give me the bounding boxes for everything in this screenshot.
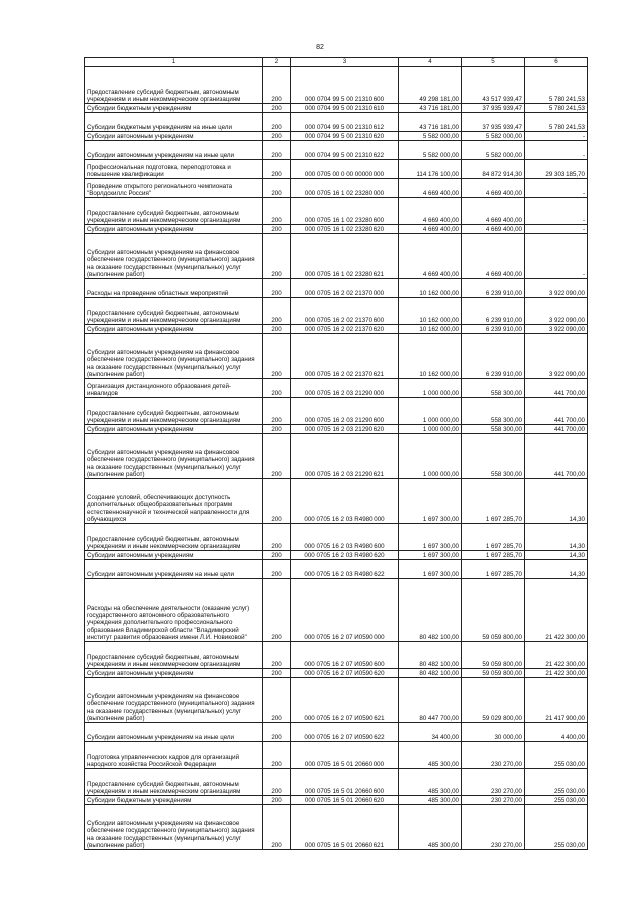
row-executed-amount: 4 669 400,00 bbox=[462, 198, 525, 225]
row-code: 200 bbox=[263, 160, 291, 179]
row-unexecuted-amount: 255 030,00 bbox=[525, 796, 588, 805]
row-unexecuted-amount: 441 700,00 bbox=[525, 425, 588, 434]
column-number-5: 5 bbox=[462, 58, 525, 67]
row-code: 200 bbox=[263, 379, 291, 398]
row-executed-amount: 230 270,00 bbox=[462, 805, 525, 850]
row-code: 200 bbox=[263, 769, 291, 796]
row-approved-amount: 1 000 000,00 bbox=[399, 425, 462, 434]
row-budget-classification: 000 0705 16 2 07 И0590 622 bbox=[291, 723, 399, 742]
row-code: 200 bbox=[263, 234, 291, 279]
column-number-row bbox=[85, 58, 588, 67]
row-approved-amount: 485 300,00 bbox=[399, 805, 462, 850]
table-row bbox=[85, 104, 588, 113]
row-executed-amount: 1 697 285,70 bbox=[462, 560, 525, 579]
row-executed-amount: 230 270,00 bbox=[462, 742, 525, 769]
row-code: 200 bbox=[263, 678, 291, 723]
row-description: Расходы на обеспечение деятельности (оказание услуг) государственного автономного образовательного учреждения дополнительного профессионального образования Владимирской области "Владимирский институт развития образования имени Л.И. Новиковой" bbox=[85, 579, 263, 642]
row-code: 200 bbox=[263, 669, 291, 678]
row-description: Предоставление субсидий бюджетным, автономным учреждениям и иным некоммерческим организациям bbox=[85, 398, 263, 425]
row-approved-amount: 1 697 300,00 bbox=[399, 524, 462, 551]
row-code: 200 bbox=[263, 796, 291, 805]
row-budget-classification: 000 0705 16 2 03 R4980 600 bbox=[291, 524, 399, 551]
row-code: 200 bbox=[263, 113, 291, 132]
row-description: Расходы на проведение областных мероприятий bbox=[85, 279, 263, 298]
row-unexecuted-amount: 21 422 300,00 bbox=[525, 579, 588, 642]
row-approved-amount: 4 669 400,00 bbox=[399, 198, 462, 225]
row-executed-amount: 30 000,00 bbox=[462, 723, 525, 742]
row-approved-amount: 485 300,00 bbox=[399, 769, 462, 796]
row-code: 200 bbox=[263, 67, 291, 104]
row-budget-classification: 000 0705 16 2 02 21370 621 bbox=[291, 334, 399, 379]
row-unexecuted-amount: 3 922 090,00 bbox=[525, 325, 588, 334]
row-code: 200 bbox=[263, 334, 291, 379]
row-approved-amount: 80 482 100,00 bbox=[399, 579, 462, 642]
row-executed-amount: 6 239 910,00 bbox=[462, 325, 525, 334]
row-executed-amount: 230 270,00 bbox=[462, 796, 525, 805]
row-budget-classification: 000 0705 16 1 02 23280 600 bbox=[291, 198, 399, 225]
row-executed-amount: 84 872 914,30 bbox=[462, 160, 525, 179]
row-approved-amount: 43 716 181,00 bbox=[399, 104, 462, 113]
row-description: Организация дистанционного образования детей-инвалидов bbox=[85, 379, 263, 398]
row-approved-amount: 1 697 300,00 bbox=[399, 560, 462, 579]
row-description: Предоставление субсидий бюджетным, автономным учреждениям и иным некоммерческим организациям bbox=[85, 298, 263, 325]
table-row bbox=[85, 425, 588, 434]
row-code: 200 bbox=[263, 225, 291, 234]
row-description: Субсидии автономным учреждениям на иные цели bbox=[85, 560, 263, 579]
table-row bbox=[85, 805, 588, 850]
table-row bbox=[85, 678, 588, 723]
row-unexecuted-amount: 14,30 bbox=[525, 479, 588, 524]
table-row bbox=[85, 325, 588, 334]
row-budget-classification: 000 0705 16 2 03 R4980 000 bbox=[291, 479, 399, 524]
row-executed-amount: 558 300,00 bbox=[462, 425, 525, 434]
row-budget-classification: 000 0705 16 1 02 23280 620 bbox=[291, 225, 399, 234]
row-executed-amount: 59 059 800,00 bbox=[462, 579, 525, 642]
row-description: Субсидии автономным учреждениям на финансовое обеспечение государственного (муниципального) задания на оказание государственных (муниципальных) услуг (выполнение работ) bbox=[85, 434, 263, 479]
row-approved-amount: 114 176 100,00 bbox=[399, 160, 462, 179]
table-row bbox=[85, 434, 588, 479]
row-unexecuted-amount: - bbox=[525, 234, 588, 279]
row-code: 200 bbox=[263, 132, 291, 141]
column-number-6: 6 bbox=[525, 58, 588, 67]
row-executed-amount: 1 697 285,70 bbox=[462, 524, 525, 551]
row-unexecuted-amount: 21 422 300,00 bbox=[525, 642, 588, 669]
row-description: Субсидии бюджетным учреждениям на иные цели bbox=[85, 113, 263, 132]
row-unexecuted-amount: 3 922 090,00 bbox=[525, 279, 588, 298]
row-executed-amount: 59 029 800,00 bbox=[462, 678, 525, 723]
row-budget-classification: 000 0705 16 2 02 21370 000 bbox=[291, 279, 399, 298]
row-executed-amount: 558 300,00 bbox=[462, 398, 525, 425]
row-code: 200 bbox=[263, 479, 291, 524]
table-row bbox=[85, 198, 588, 225]
row-approved-amount: 4 669 400,00 bbox=[399, 234, 462, 279]
row-code: 200 bbox=[263, 560, 291, 579]
row-code: 200 bbox=[263, 524, 291, 551]
row-approved-amount: 4 669 400,00 bbox=[399, 179, 462, 198]
row-code: 200 bbox=[263, 325, 291, 334]
row-budget-classification: 000 0704 99 5 00 21310 622 bbox=[291, 141, 399, 160]
row-approved-amount: 5 582 000,00 bbox=[399, 132, 462, 141]
row-code: 200 bbox=[263, 298, 291, 325]
row-unexecuted-amount: 441 700,00 bbox=[525, 434, 588, 479]
row-approved-amount: 49 298 181,00 bbox=[399, 67, 462, 104]
row-executed-amount: 5 582 000,00 bbox=[462, 132, 525, 141]
row-unexecuted-amount: 5 780 241,53 bbox=[525, 67, 588, 104]
row-description: Подготовка управленческих кадров для организаций народного хозяйства Российской Федерации bbox=[85, 742, 263, 769]
row-code: 200 bbox=[263, 434, 291, 479]
row-executed-amount: 37 935 939,47 bbox=[462, 104, 525, 113]
row-executed-amount: 4 669 400,00 bbox=[462, 225, 525, 234]
row-executed-amount: 230 270,00 bbox=[462, 769, 525, 796]
row-budget-classification: 000 0705 16 2 02 21370 620 bbox=[291, 325, 399, 334]
row-approved-amount: 10 162 000,00 bbox=[399, 334, 462, 379]
table-row bbox=[85, 179, 588, 198]
row-unexecuted-amount: 3 922 090,00 bbox=[525, 298, 588, 325]
table-row bbox=[85, 67, 588, 104]
row-budget-classification: 000 0705 16 5 01 20660 620 bbox=[291, 796, 399, 805]
row-unexecuted-amount: 21 417 900,00 bbox=[525, 678, 588, 723]
row-budget-classification: 000 0705 16 1 02 23280 000 bbox=[291, 179, 399, 198]
row-unexecuted-amount: 5 780 241,53 bbox=[525, 104, 588, 113]
column-number-1: 1 bbox=[85, 58, 263, 67]
row-description: Субсидии автономным учреждениям bbox=[85, 669, 263, 678]
table-row bbox=[85, 669, 588, 678]
row-approved-amount: 1 000 000,00 bbox=[399, 398, 462, 425]
row-code: 200 bbox=[263, 141, 291, 160]
row-unexecuted-amount: 5 780 241,53 bbox=[525, 113, 588, 132]
row-description: Предоставление субсидий бюджетным, автономным учреждениям и иным некоммерческим организациям bbox=[85, 67, 263, 104]
row-approved-amount: 80 482 100,00 bbox=[399, 642, 462, 669]
row-description: Субсидии бюджетным учреждениям bbox=[85, 104, 263, 113]
table-row bbox=[85, 551, 588, 560]
row-approved-amount: 4 669 400,00 bbox=[399, 225, 462, 234]
row-unexecuted-amount: 14,30 bbox=[525, 560, 588, 579]
row-description: Субсидии автономным учреждениям bbox=[85, 225, 263, 234]
row-code: 200 bbox=[263, 104, 291, 113]
row-code: 200 bbox=[263, 723, 291, 742]
row-executed-amount: 6 239 910,00 bbox=[462, 334, 525, 379]
table-row bbox=[85, 398, 588, 425]
row-approved-amount: 1 697 300,00 bbox=[399, 479, 462, 524]
row-approved-amount: 485 300,00 bbox=[399, 796, 462, 805]
row-budget-classification: 000 0705 16 5 01 20660 621 bbox=[291, 805, 399, 850]
row-budget-classification: 000 0705 16 2 03 21290 600 bbox=[291, 398, 399, 425]
row-unexecuted-amount: 3 922 090,00 bbox=[525, 334, 588, 379]
row-approved-amount: 43 716 181,00 bbox=[399, 113, 462, 132]
row-budget-classification: 000 0704 99 5 00 21310 620 bbox=[291, 132, 399, 141]
row-description: Проведение открытого регионального чемпионата "Ворлдскиллс Россия" bbox=[85, 179, 263, 198]
row-executed-amount: 1 697 285,70 bbox=[462, 551, 525, 560]
row-budget-classification: 000 0705 16 2 03 21290 000 bbox=[291, 379, 399, 398]
row-unexecuted-amount: - bbox=[525, 198, 588, 225]
row-approved-amount: 485 300,00 bbox=[399, 742, 462, 769]
row-approved-amount: 34 400,00 bbox=[399, 723, 462, 742]
row-executed-amount: 1 697 285,70 bbox=[462, 479, 525, 524]
row-approved-amount: 1 697 300,00 bbox=[399, 551, 462, 560]
row-code: 200 bbox=[263, 551, 291, 560]
row-approved-amount: 80 447 700,00 bbox=[399, 678, 462, 723]
row-code: 200 bbox=[263, 425, 291, 434]
row-budget-classification: 000 0704 99 5 00 21310 600 bbox=[291, 67, 399, 104]
row-budget-classification: 000 0704 99 5 00 21310 612 bbox=[291, 113, 399, 132]
table-row bbox=[85, 113, 588, 132]
row-code: 200 bbox=[263, 398, 291, 425]
row-approved-amount: 80 482 100,00 bbox=[399, 669, 462, 678]
row-budget-classification: 000 0705 00 0 00 00000 000 bbox=[291, 160, 399, 179]
row-unexecuted-amount: - bbox=[525, 132, 588, 141]
row-approved-amount: 10 162 000,00 bbox=[399, 298, 462, 325]
row-unexecuted-amount: 4 400,00 bbox=[525, 723, 588, 742]
row-code: 200 bbox=[263, 579, 291, 642]
table-row bbox=[85, 141, 588, 160]
row-executed-amount: 558 300,00 bbox=[462, 379, 525, 398]
row-description: Субсидии автономным учреждениям на финансовое обеспечение государственного (муниципального) задания на оказание государственных (муниципальных) услуг (выполнение работ) bbox=[85, 234, 263, 279]
row-unexecuted-amount: 21 422 300,00 bbox=[525, 669, 588, 678]
row-executed-amount: 59 059 800,00 bbox=[462, 669, 525, 678]
table-row bbox=[85, 524, 588, 551]
row-executed-amount: 43 517 939,47 bbox=[462, 67, 525, 104]
row-description: Субсидии автономным учреждениям на финансовое обеспечение государственного (муниципального) задания на оказание государственных (муниципальных) услуг (выполнение работ) bbox=[85, 805, 263, 850]
row-budget-classification: 000 0704 99 5 00 21310 610 bbox=[291, 104, 399, 113]
table-row bbox=[85, 723, 588, 742]
row-description: Субсидии автономным учреждениям на финансовое обеспечение государственного (муниципального) задания на оказание государственных (муниципальных) услуг (выполнение работ) bbox=[85, 678, 263, 723]
table-row bbox=[85, 796, 588, 805]
table-row bbox=[85, 379, 588, 398]
row-unexecuted-amount: 255 030,00 bbox=[525, 769, 588, 796]
row-budget-classification: 000 0705 16 1 02 23280 621 bbox=[291, 234, 399, 279]
row-code: 200 bbox=[263, 198, 291, 225]
row-description: Предоставление субсидий бюджетным, автономным учреждениям и иным некоммерческим организациям bbox=[85, 198, 263, 225]
row-code: 200 bbox=[263, 642, 291, 669]
row-approved-amount: 1 000 000,00 bbox=[399, 434, 462, 479]
row-budget-classification: 000 0705 16 5 01 20660 600 bbox=[291, 769, 399, 796]
table-row bbox=[85, 579, 588, 642]
row-description: Субсидии автономным учреждениям на иные цели bbox=[85, 723, 263, 742]
row-unexecuted-amount: 29 303 185,70 bbox=[525, 160, 588, 179]
table-row bbox=[85, 298, 588, 325]
row-executed-amount: 6 239 910,00 bbox=[462, 298, 525, 325]
table-row bbox=[85, 742, 588, 769]
row-budget-classification: 000 0705 16 2 07 И0590 620 bbox=[291, 669, 399, 678]
table-row bbox=[85, 279, 588, 298]
row-description: Субсидии автономным учреждениям bbox=[85, 132, 263, 141]
row-unexecuted-amount: 441 700,00 bbox=[525, 379, 588, 398]
row-executed-amount: 4 669 400,00 bbox=[462, 179, 525, 198]
row-code: 200 bbox=[263, 742, 291, 769]
row-budget-classification: 000 0705 16 2 03 21290 620 bbox=[291, 425, 399, 434]
row-approved-amount: 5 582 000,00 bbox=[399, 141, 462, 160]
row-description: Предоставление субсидий бюджетным, автономным учреждениям и иным некоммерческим организациям bbox=[85, 524, 263, 551]
page-number: 82 bbox=[316, 44, 324, 51]
row-description: Профессиональная подготовка, переподготовка и повышение квалификации bbox=[85, 160, 263, 179]
row-executed-amount: 59 059 800,00 bbox=[462, 642, 525, 669]
row-code: 200 bbox=[263, 179, 291, 198]
table-row bbox=[85, 334, 588, 379]
budget-table bbox=[84, 57, 588, 850]
row-unexecuted-amount: 255 030,00 bbox=[525, 742, 588, 769]
table-row bbox=[85, 225, 588, 234]
table-row bbox=[85, 479, 588, 524]
row-executed-amount: 6 239 910,00 bbox=[462, 279, 525, 298]
row-unexecuted-amount: 255 030,00 bbox=[525, 805, 588, 850]
table-row bbox=[85, 160, 588, 179]
row-code: 200 bbox=[263, 279, 291, 298]
row-description: Предоставление субсидий бюджетным, автономным учреждениям и иным некоммерческим организациям bbox=[85, 769, 263, 796]
table-row bbox=[85, 560, 588, 579]
row-executed-amount: 37 935 939,47 bbox=[462, 113, 525, 132]
row-budget-classification: 000 0705 16 2 02 21370 600 bbox=[291, 298, 399, 325]
row-approved-amount: 10 162 000,00 bbox=[399, 279, 462, 298]
row-budget-classification: 000 0705 16 2 07 И0590 000 bbox=[291, 579, 399, 642]
row-budget-classification: 000 0705 16 2 03 R4980 620 bbox=[291, 551, 399, 560]
row-description: Предоставление субсидий бюджетным, автономным учреждениям и иным некоммерческим организациям bbox=[85, 642, 263, 669]
table-row bbox=[85, 132, 588, 141]
row-unexecuted-amount: - bbox=[525, 225, 588, 234]
row-unexecuted-amount: - bbox=[525, 179, 588, 198]
row-budget-classification: 000 0705 16 5 01 20660 000 bbox=[291, 742, 399, 769]
row-executed-amount: 4 669 400,00 bbox=[462, 234, 525, 279]
budget-table-container bbox=[84, 57, 587, 850]
row-description: Субсидии автономным учреждениям на иные цели bbox=[85, 141, 263, 160]
column-number-4: 4 bbox=[399, 58, 462, 67]
row-approved-amount: 1 000 000,00 bbox=[399, 379, 462, 398]
row-budget-classification: 000 0705 16 2 03 21290 621 bbox=[291, 434, 399, 479]
row-description: Создание условий, обеспечивающих доступность дополнительных общеобразовательных программ естественнонаучной и технической направленности для обучающихся bbox=[85, 479, 263, 524]
row-budget-classification: 000 0705 16 2 07 И0590 600 bbox=[291, 642, 399, 669]
row-approved-amount: 10 162 000,00 bbox=[399, 325, 462, 334]
table-row bbox=[85, 642, 588, 669]
row-description: Субсидии автономным учреждениям bbox=[85, 325, 263, 334]
row-executed-amount: 558 300,00 bbox=[462, 434, 525, 479]
row-unexecuted-amount: 14,30 bbox=[525, 551, 588, 560]
row-unexecuted-amount: - bbox=[525, 141, 588, 160]
table-row bbox=[85, 234, 588, 279]
row-executed-amount: 5 582 000,00 bbox=[462, 141, 525, 160]
table-row bbox=[85, 769, 588, 796]
row-description: Субсидии автономным учреждениям bbox=[85, 425, 263, 434]
row-unexecuted-amount: 14,30 bbox=[525, 524, 588, 551]
budget-table-body bbox=[85, 58, 588, 850]
row-code: 200 bbox=[263, 805, 291, 850]
row-budget-classification: 000 0705 16 2 07 И0590 621 bbox=[291, 678, 399, 723]
row-budget-classification: 000 0705 16 2 03 R4980 622 bbox=[291, 560, 399, 579]
row-unexecuted-amount: 441 700,00 bbox=[525, 398, 588, 425]
row-description: Субсидии автономным учреждениям bbox=[85, 551, 263, 560]
column-number-3: 3 bbox=[291, 58, 399, 67]
column-number-2: 2 bbox=[263, 58, 291, 67]
row-description: Субсидии бюджетным учреждениям bbox=[85, 796, 263, 805]
row-description: Субсидии автономным учреждениям на финансовое обеспечение государственного (муниципального) задания на оказание государственных (муниципальных) услуг (выполнение работ) bbox=[85, 334, 263, 379]
